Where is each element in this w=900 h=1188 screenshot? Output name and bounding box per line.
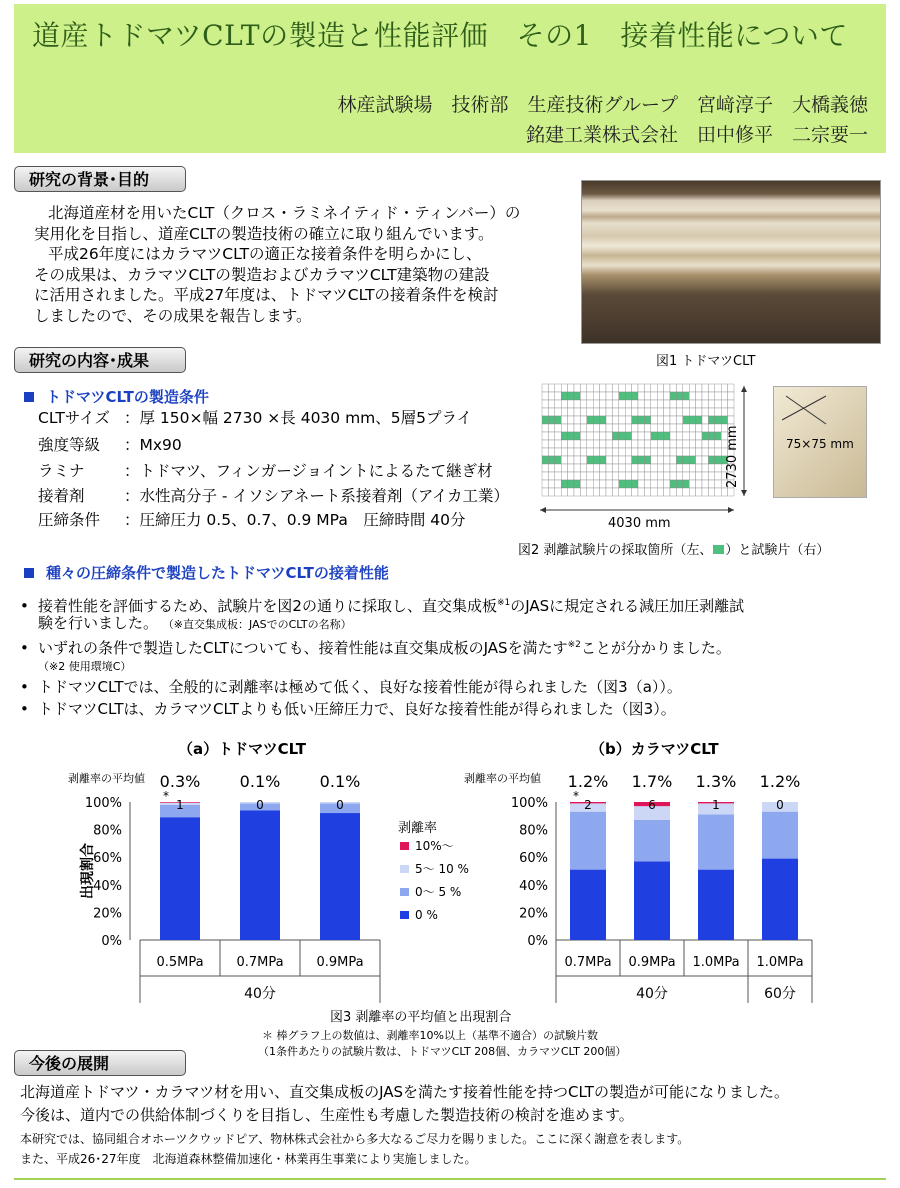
- x-tick-label: 0.7MPa: [564, 955, 612, 970]
- bullet-dot-icon: •: [20, 639, 29, 657]
- authors-line-1: 林産試験場 技術部 生産技術グループ 宮﨑淳子 大橋義徳: [337, 94, 868, 116]
- avg-value-label: 1.7%: [631, 772, 673, 791]
- future-text-1: 北海道産トドマツ・カラマツ材を用い、直交集成板のJASを満たす接着性能を持つCLTの製造が可能になりました。: [20, 1083, 789, 1101]
- chart-title: （a）トドマツCLT: [178, 740, 306, 758]
- failed-count-label: 0: [336, 798, 344, 812]
- bullet-dot-icon: •: [20, 597, 29, 615]
- avg-value-label: 0.1%: [319, 772, 361, 791]
- asterisk-mark: *: [573, 789, 579, 803]
- asterisk-mark: *: [163, 789, 169, 803]
- legend-label: 5～ 10 %: [415, 862, 469, 876]
- y-tick-label: 80%: [93, 823, 122, 839]
- y-tick-label: 100%: [510, 796, 548, 811]
- failed-count-label: 2: [584, 798, 592, 812]
- bar-segment: [698, 870, 734, 940]
- y-tick-label: 60%: [93, 851, 122, 867]
- spec-row: CLTサイズ ：厚 150×幅 2730 ×長 4030 mm、5層5プライ: [38, 409, 473, 427]
- bullet-item: • いずれの条件で製造したCLTについても、接着性能は直交集成板のJASを満たす$^{※2}$ことが分かりました。: [20, 639, 731, 657]
- legend-swatch: [400, 842, 409, 850]
- avg-value-label: 1.2%: [567, 772, 609, 791]
- x-tick-label: 0.9MPa: [628, 955, 676, 970]
- page-title: 道産トドマツCLTの製造と性能評価 その1 接着性能について: [32, 19, 848, 52]
- specimen-size-label: 75×75 mm: [786, 437, 854, 451]
- section-heading-background: 研究の背景･目的: [14, 166, 186, 192]
- x-tick-label: 1.0MPa: [756, 955, 804, 970]
- bullet-item: • トドマツCLTは、カラマツCLTよりも低い圧締圧力で、良好な接着性能が得られました（図3）。: [20, 700, 676, 718]
- x-tick-label: 0.7MPa: [236, 955, 284, 970]
- bar-segment: [160, 817, 200, 940]
- legend-label: 0 %: [415, 908, 438, 922]
- y-tick-label: 0%: [101, 934, 122, 949]
- bar-segment: [762, 812, 798, 859]
- x-tick-label: 0.9MPa: [316, 955, 364, 970]
- figure3-caption: 図3 剥離率の平均値と出現割合: [330, 1010, 512, 1025]
- figure1-caption: 図1 トドマツCLT: [656, 354, 756, 369]
- acknowledgement-1: 本研究では、協同組合オホーツクウッドピア、物林株式会社から多大なるご尽力を賜りました。ここに深く謝意を表します。: [20, 1132, 690, 1146]
- y-tick-label: 80%: [519, 823, 548, 839]
- group-label: 60分: [764, 986, 796, 1002]
- bar-segment: [634, 820, 670, 861]
- failed-count-label: 6: [648, 798, 656, 812]
- x-tick-label: 0.5MPa: [156, 955, 204, 970]
- background-text: 北海道産材を用いたCLT（クロス・ラミネイティド・ティンバー）の 実用化を目指し、道産CLTの製造技術の確立に取り組んでいます。 平成26年度にはカラマツCLTの適正な接着条件を明らかにし、 その成果は、カラマツCLTの製造およびカラマツCLT建築物の建設 に活用されました。平成27年度は、トドマツCLTの接着条件を検討 しましたので、その成果を報告します。: [34, 204, 521, 325]
- spec-row: 接着剤 ：水性高分子 - イソシアネート系接着剤（アイカ工業）: [38, 487, 509, 505]
- spec-row: 圧締条件 ：圧締圧力 0.5、0.7、0.9 MPa 圧締時間 40分: [38, 511, 466, 529]
- y-tick-label: 40%: [93, 878, 122, 894]
- failed-count-label: 1: [712, 798, 720, 812]
- y-axis-label: 出現割合: [80, 843, 96, 899]
- y-tick-label: 20%: [93, 906, 122, 922]
- legend-swatch: [400, 865, 409, 873]
- bar-segment: [570, 812, 606, 870]
- spec-row: ラミナ ：トドマツ、フィンガージョイントによるたて継ぎ材: [38, 462, 493, 480]
- bullet-dot-icon: •: [20, 678, 29, 696]
- bar-segment: [570, 870, 606, 940]
- bullet-note: （※2 使用環境C）: [38, 660, 132, 673]
- avg-value-label: 1.2%: [759, 772, 801, 791]
- figure3-note-2: （1条件あたりの試験片数は、トドマツCLT 208個、カラマツCLT 200個）: [258, 1045, 627, 1058]
- avg-value-label: 0.1%: [239, 772, 281, 791]
- figure2-caption: 図2 剥離試験片の採取箇所（左、 ）と試験片（右）: [518, 543, 830, 558]
- legend-label: 10%～: [415, 839, 454, 853]
- subheading-bond-performance: 種々の圧締条件で製造したトドマツCLTの接着性能: [24, 562, 389, 583]
- bar-segment: [320, 813, 360, 940]
- group-label: 40分: [636, 986, 668, 1002]
- failed-count-label: 0: [256, 798, 264, 812]
- figure3-note-1: ＊ 棒グラフ上の数値は、剥離率10%以上（基準不適合）の試験片数: [262, 1029, 598, 1042]
- authors-line-2: 銘建工業株式会社 田中修平 二宗要一: [525, 124, 868, 146]
- avg-value-label: 1.3%: [695, 772, 737, 791]
- bar-segment: [634, 861, 670, 940]
- bar-segment: [762, 859, 798, 940]
- legend-swatch: [400, 888, 409, 896]
- acknowledgement-2: また、平成26･27年度 北海道森林整備加速化・林業再生事業により実施しました。: [20, 1152, 477, 1166]
- group-label: 40分: [244, 986, 276, 1002]
- spec-row: 強度等級 ：Mx90: [38, 436, 182, 454]
- legend-label: 0～ 5 %: [415, 885, 462, 899]
- bar-segment: [698, 814, 734, 869]
- bullet-item-continued: 験を行いました。 （※直交集成板：JASでのCLTの名称）: [38, 614, 352, 632]
- height-label: 2730 mm: [725, 425, 740, 488]
- width-label: 4030 mm: [608, 516, 671, 531]
- avg-label: 剥離率の平均値: [464, 772, 541, 785]
- failed-count-label: 0: [776, 798, 784, 812]
- chart-title: （b）カラマツCLT: [590, 740, 719, 758]
- section-heading-content: 研究の内容･成果: [14, 347, 186, 373]
- section-heading-future: 今後の展開: [14, 1050, 186, 1076]
- y-tick-label: 40%: [519, 878, 548, 894]
- bar-segment: [240, 810, 280, 940]
- bullet-item: • 接着性能を評価するため、試験片を図2の通りに採取し、直交集成板$^{※1}$のJASに規定される減圧加圧剥離試: [20, 597, 745, 615]
- failed-count-label: 1: [176, 798, 184, 812]
- avg-label: 剥離率の平均値: [68, 772, 145, 785]
- avg-value-label: 0.3%: [159, 772, 201, 791]
- y-tick-label: 100%: [84, 796, 122, 811]
- y-tick-label: 60%: [519, 851, 548, 867]
- future-text-2: 今後は、道内での供給体制づくりを目指し、生産性も考慮した製造技術の検討を進めます。: [20, 1106, 634, 1124]
- x-tick-label: 1.0MPa: [692, 955, 740, 970]
- bullet-dot-icon: •: [20, 700, 29, 718]
- y-tick-label: 0%: [527, 934, 548, 949]
- footer-divider: [14, 1178, 886, 1180]
- bullet-item: • トドマツCLTでは、全般的に剥離率は極めて低く、良好な接着性能が得られました（図3（a））。: [20, 678, 682, 696]
- legend-title: 剥離率: [398, 821, 438, 836]
- legend-swatch: [400, 911, 409, 919]
- subheading-manufacturing: トドマツCLTの製造条件: [24, 386, 209, 407]
- y-tick-label: 20%: [519, 906, 548, 922]
